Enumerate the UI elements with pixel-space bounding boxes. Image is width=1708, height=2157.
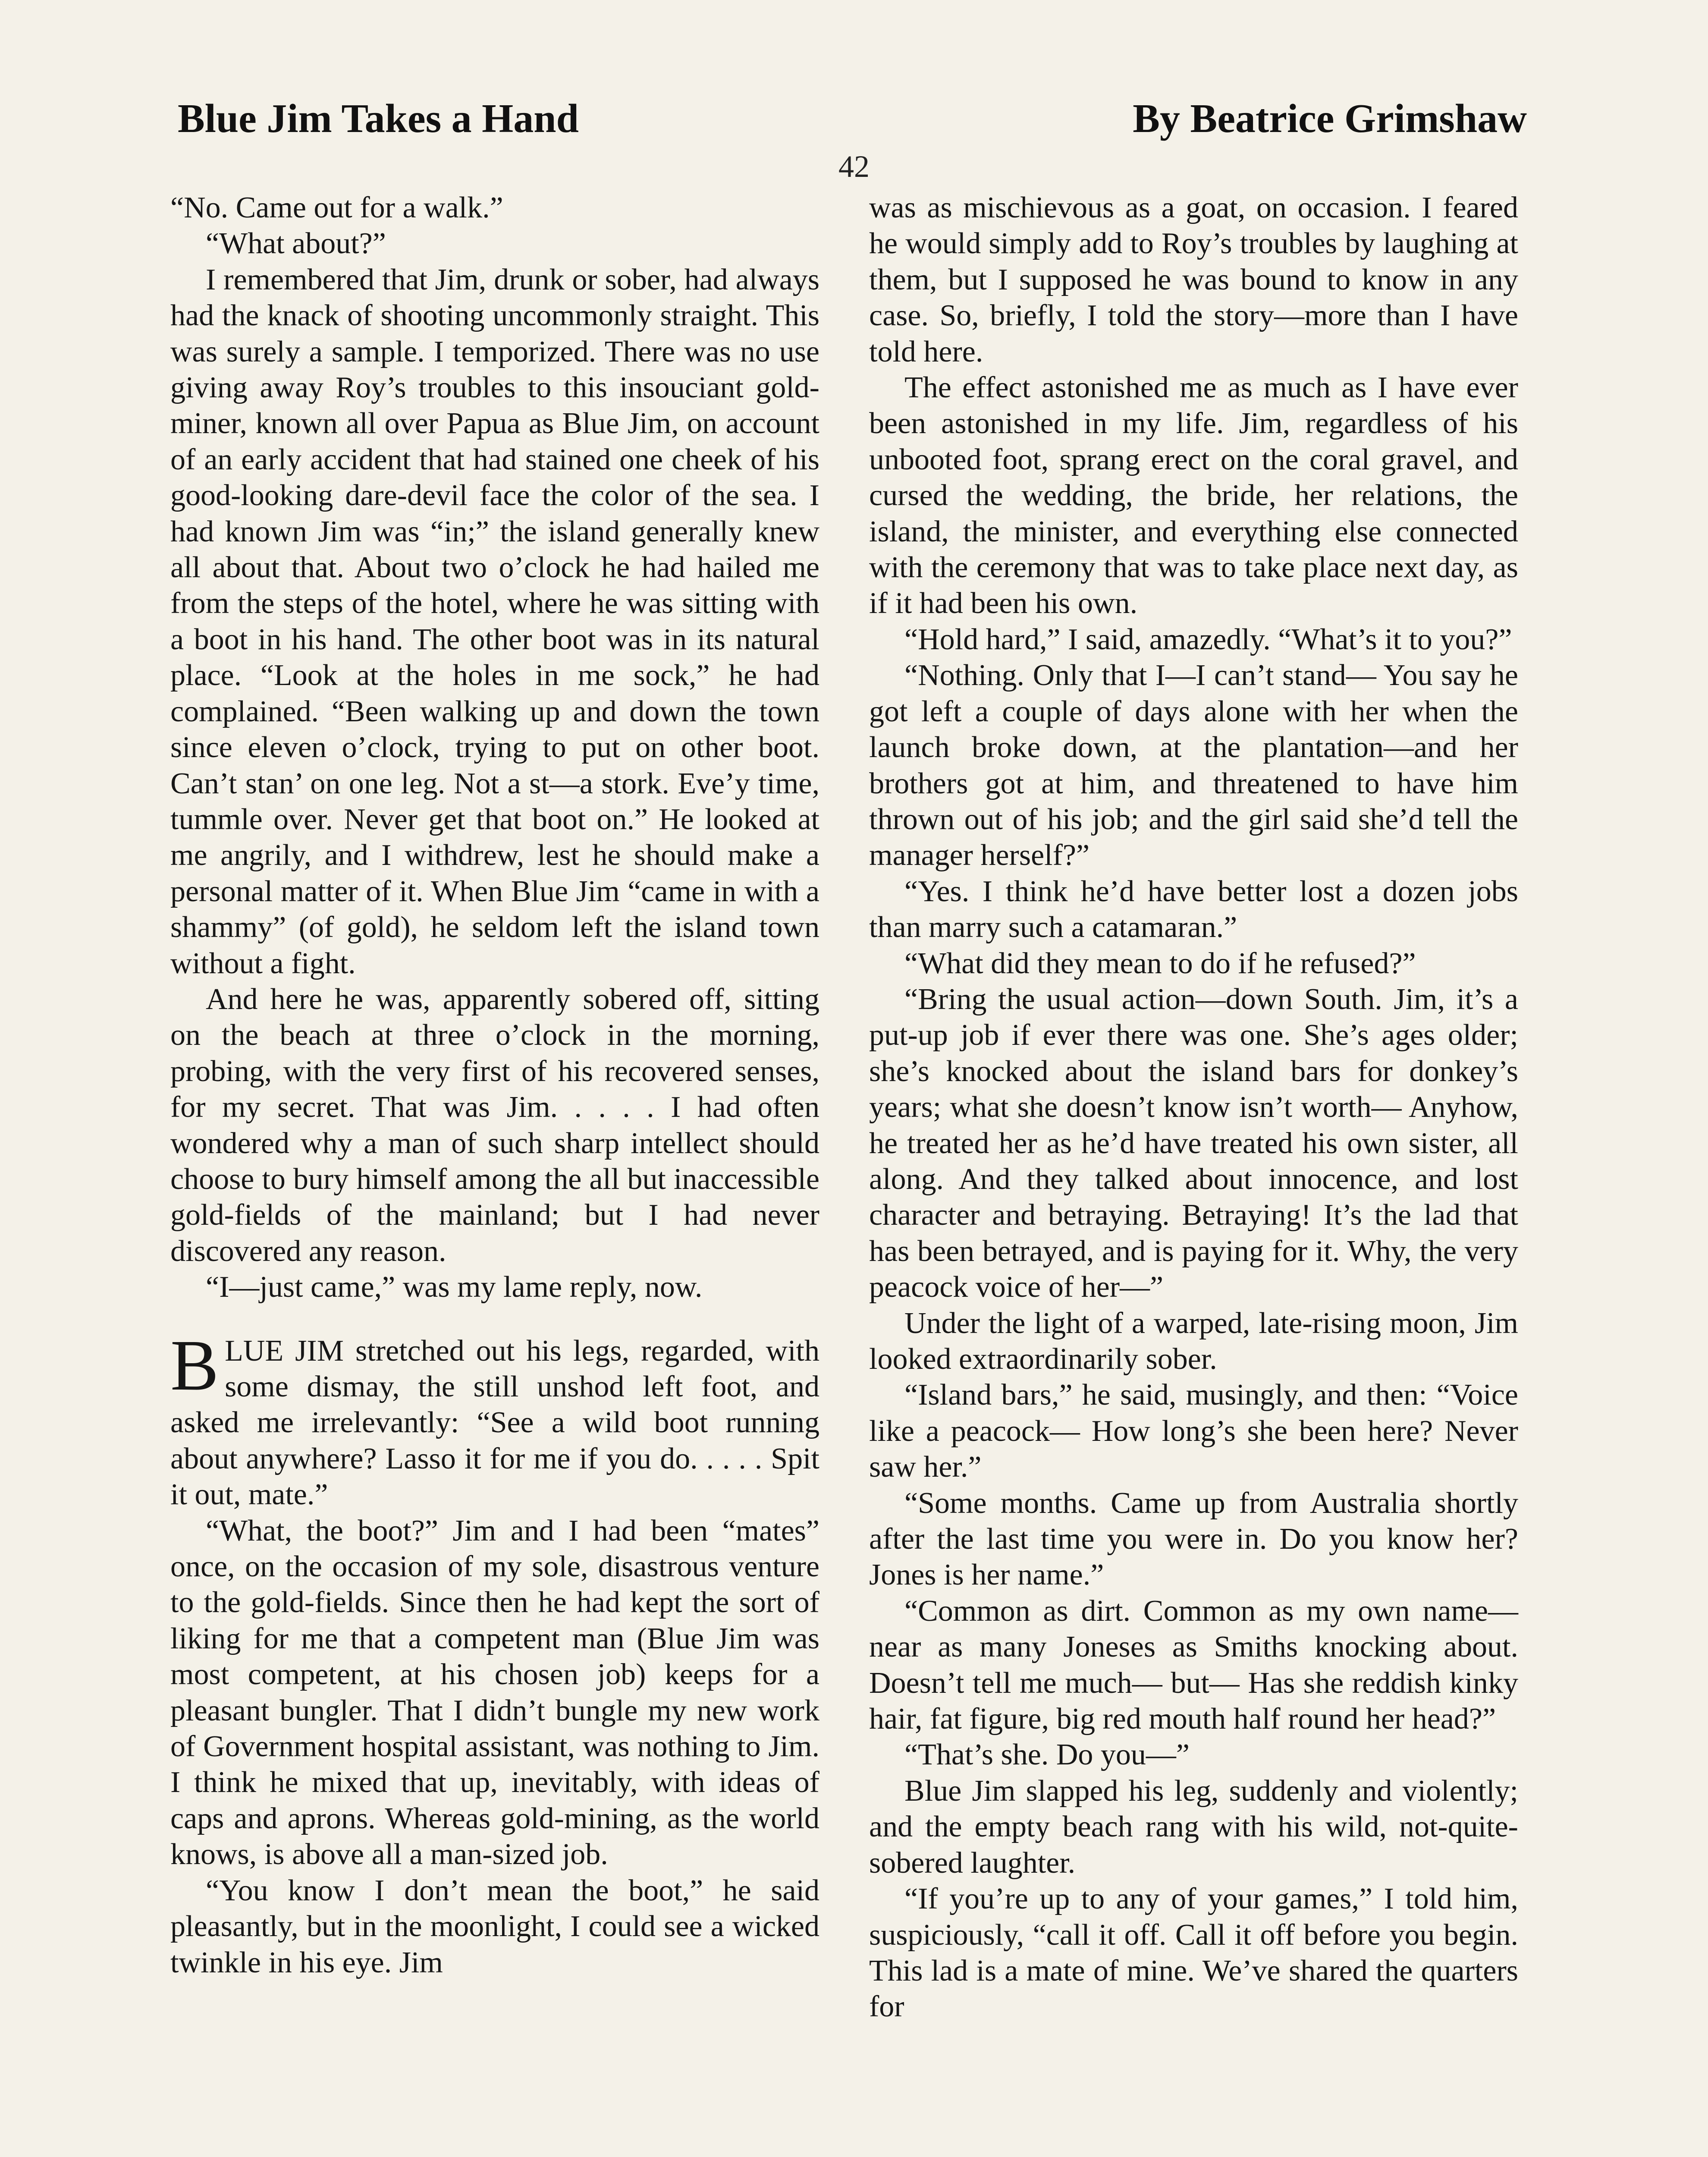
paragraph-continuation: was as mischievous as a goat, on occasion. I feared he would simply add to Roy’s troubles by laughing at them, but I supposed he was bound to know in any case. So, briefly, I told the story—more than I have told here. (869, 191, 1518, 368)
paragraph: The effect astonished me as much as I have ever been astonished in my life. Jim, regardless of his unbooted foot, sprang erect on the coral gravel, and cursed the wedding, the bride, her relations, the island, the minister, and everything else connected with the ceremony that was to take place next day, as if it had been his own. (869, 371, 1518, 620)
paragraph: “Common as dirt. Common as my own name—near as many Joneses as Smiths knocking about. Doesn’t tell me much— but— Has she reddish kinky hair, fat figure, big red mouth half round her head?” (869, 1594, 1518, 1736)
paragraph: “What, the boot?” Jim and I had been “mates” once, on the occasion of my sole, disastrous venture to the gold-fields. Since then he had kept the sort of liking for me that a competent man (Blue Jim was most competent, at his chosen job) keeps for a pleasant bungler. That I didn’t bungle my new work of Government hospital assistant, was nothing to Jim. I think he mixed that up, inevitably, with ideas of caps and aprons. Whereas gold-mining, as the world knows, is above all a man-sized job. (170, 1514, 819, 1871)
paragraph: Under the light of a warped, late-rising moon, Jim looked extraordinarily sober. (869, 1306, 1518, 1376)
paragraph: “If you’re up to any of your games,” I told him, suspiciously, “call it off. Call it off before you begin. This lad is a mate of mine. We’ve shared the quarters for (869, 1882, 1518, 2024)
paragraph: “You know I don’t mean the boot,” he said pleasantly, but in the moonlight, I could see a wicked twinkle in his eye. Jim (170, 1874, 819, 1979)
paragraph: “What about?” (206, 227, 386, 261)
paragraph: I remembered that Jim, drunk or sober, had always had the knack of shooting uncommonly straight. This was surely a sample. I temporized. There was no use giving away Roy’s troubles to this insouciant gold-miner, known all over Papua as Blue Jim, on account of an early accident that had stained one cheek of his good-looking dare-devil face the color of the sea. I had known Jim was “in;” the island generally knew all about that. About two o’clock he had hailed me from the steps of the hotel, where he was sitting with a boot in his hand. The other boot was in its natural place. “Look at the holes in me sock,” he had complained. “Been walking up and down the town since eleven o’clock, trying to put on other boot. Can’t stan’ on one leg. Not a st—a stork. Eve’y time, tummle over. Never get that boot on.” He looked at me angrily, and I withdrew, lest he should make a personal matter of it. When Blue Jim “came in with a shammy” (of gold), he seldom left the island town without a fight. (170, 263, 819, 980)
author-byline: By Beatrice Grimshaw (1133, 96, 1527, 141)
page-number: 42 (838, 149, 870, 184)
dropcap-paragraph-text: LUE JIM stretched out his legs, regarded, with some dismay, the still unshod left foot, and asked me irrelevantly: “See a wild boot running about anywhere? Lasso it for me if you do. . . . . Spit it out, mate.” (170, 1334, 819, 1512)
paragraph: “Yes. I think he’d have better lost a dozen jobs than marry such a catamaran.” (869, 874, 1518, 944)
paragraph: “Bring the usual action—down South. Jim, it’s a put-up job if ever there was one. She’s ages older; she’s knocked about the island bars for donkey’s years; what she doesn’t know isn’t worth— Anyhow, he treated her as he’d have treated his own sister, all along. And they talked about innocence, and lost character and betraying. Betraying! It’s the lad that has been betrayed, and is paying for it. Why, the very peacock voice of her—” (869, 982, 1518, 1304)
right-column (869, 190, 1518, 2025)
paragraph: “That’s she. Do you—” (904, 1738, 1190, 1772)
paragraph: “Some months. Came up from Australia shortly after the last time you were in. Do you know her? Jones is her name.” (869, 1486, 1518, 1592)
paragraph: “Nothing. Only that I—I can’t stand— You say he got left a couple of days alone with her when the launch broke down, at the plantation—and her brothers got at him, and threatened to have him thrown out of his job; and the girl said she’d tell the manager herself?” (869, 659, 1518, 872)
paragraph: “Island bars,” he said, musingly, and then: “Voice like a peacock— How long’s she been here? Never saw her.” (869, 1378, 1518, 1484)
drop-cap: B (170, 1325, 219, 1406)
paragraph: “No. Came out for a walk.” (170, 191, 503, 224)
paragraph: “Hold hard,” I said, amazedly. “What’s it to you?” (904, 623, 1512, 656)
dropcap-paragraph (170, 1325, 819, 1513)
paragraph: And here he was, apparently sobered off, sitting on the beach at three o’clock in the morning, probing, with the very first of his recovered senses, for my secret. That was Jim. . . . . I had often wondered why a man of such sharp intellect should choose to bury himself among the all but inaccessible gold-fields of the mainland; but I had never discovered any reason. (170, 982, 819, 1268)
paragraph: Blue Jim slapped his leg, suddenly and violently; and the empty beach rang with his wild, not-quite-sobered laughter. (869, 1774, 1518, 1880)
left-column (170, 190, 819, 1981)
paragraph: “What did they mean to do if he refused?” (904, 946, 1416, 980)
story-title: Blue Jim Takes a Hand (178, 96, 579, 141)
paragraph: “I—just came,” was my lame reply, now. (206, 1270, 703, 1304)
